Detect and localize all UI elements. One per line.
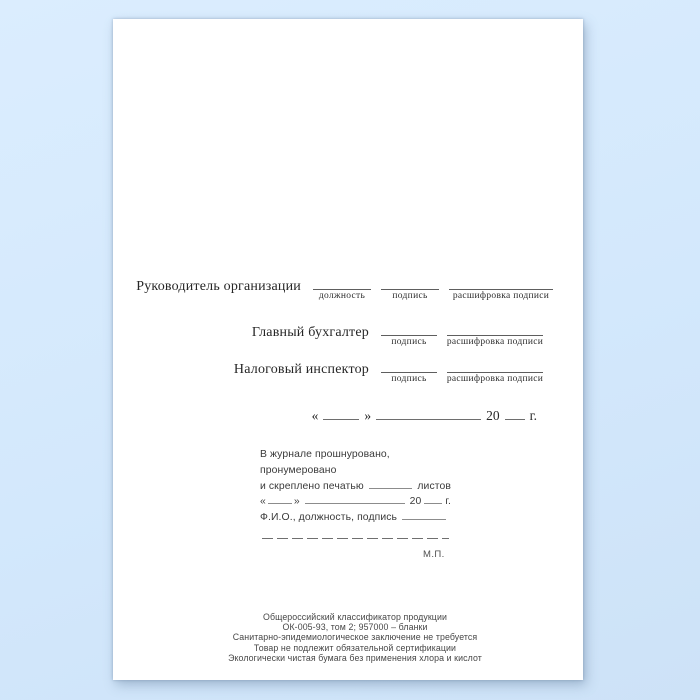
footer-line: Общероссийский классификатор продукции: [263, 612, 447, 622]
position-sublabel: должность: [318, 291, 366, 301]
footer-line: Экологически чистая бумага без применения хлора и кислот: [228, 652, 482, 663]
fio-position-signature-text: Ф.И.О., должность, подпись: [260, 512, 398, 524]
director-name-blank: [449, 288, 553, 301]
name-sublabel: расшифровка подписи: [446, 337, 544, 347]
footer-line: ОК-005-93, том 2; 957000 – бланки: [282, 622, 428, 633]
name-sublabel: расшифровка подписи: [446, 374, 544, 384]
day-blank: [268, 502, 292, 504]
stamp-place-mark: М.П.: [423, 549, 445, 560]
certification-line-4: [260, 510, 451, 526]
continuation-dashed-line: [260, 526, 451, 542]
century-prefix: 20: [486, 408, 500, 423]
certification-line-3: [260, 494, 451, 510]
certification-line-1: В журнале прошнуровано, пронумеровано: [260, 449, 390, 476]
year-suffix: г.: [529, 408, 537, 423]
signature-sublabel: подпись: [391, 374, 427, 384]
open-guillemet: «: [260, 496, 266, 508]
close-guillemet: »: [293, 496, 300, 508]
document-page: [113, 19, 583, 680]
open-guillemet: «: [311, 408, 319, 423]
close-guillemet: »: [364, 408, 372, 423]
month-blank: [305, 502, 405, 504]
director-label: Руководитель организации: [136, 279, 301, 294]
signature-sublabel: подпись: [392, 291, 428, 301]
director-signature-blank: [381, 288, 439, 301]
inspector-name-blank: [446, 371, 544, 384]
certification-line-2: [260, 479, 451, 495]
day-blank: [323, 418, 359, 420]
signature-row-inspector: [233, 362, 544, 384]
sheets-label: листов: [417, 480, 451, 492]
sheets-count-blank: [369, 487, 413, 489]
accountant-label: Главный бухгалтер: [251, 325, 369, 340]
sealed-text: и скреплено печатью: [260, 480, 364, 492]
signature-row-accountant: [251, 325, 544, 347]
certification-block: [260, 447, 451, 542]
signature-sublabel: подпись: [391, 337, 427, 347]
name-sublabel: расшифровка подписи: [452, 291, 550, 301]
fio-blank: [402, 518, 446, 520]
accountant-name-blank: [446, 334, 544, 347]
year-blank: [424, 502, 442, 504]
footer-line: Товар не подлежит обязательной сертификации: [253, 642, 457, 653]
date-line: [312, 408, 537, 424]
month-blank: [376, 418, 481, 420]
signature-row-director: [136, 279, 553, 301]
year-suffix: г.: [445, 496, 451, 508]
director-position-blank: [313, 288, 371, 301]
inspector-signature-blank: [381, 371, 437, 384]
year-blank: [505, 418, 525, 420]
footer-line: Санитарно-эпидемиологическое заключение не требуется: [232, 632, 478, 643]
accountant-signature-blank: [381, 334, 437, 347]
compliance-footer: [120, 612, 590, 663]
inspector-label: Налоговый инспектор: [233, 362, 369, 377]
century-prefix: 20: [409, 496, 422, 508]
